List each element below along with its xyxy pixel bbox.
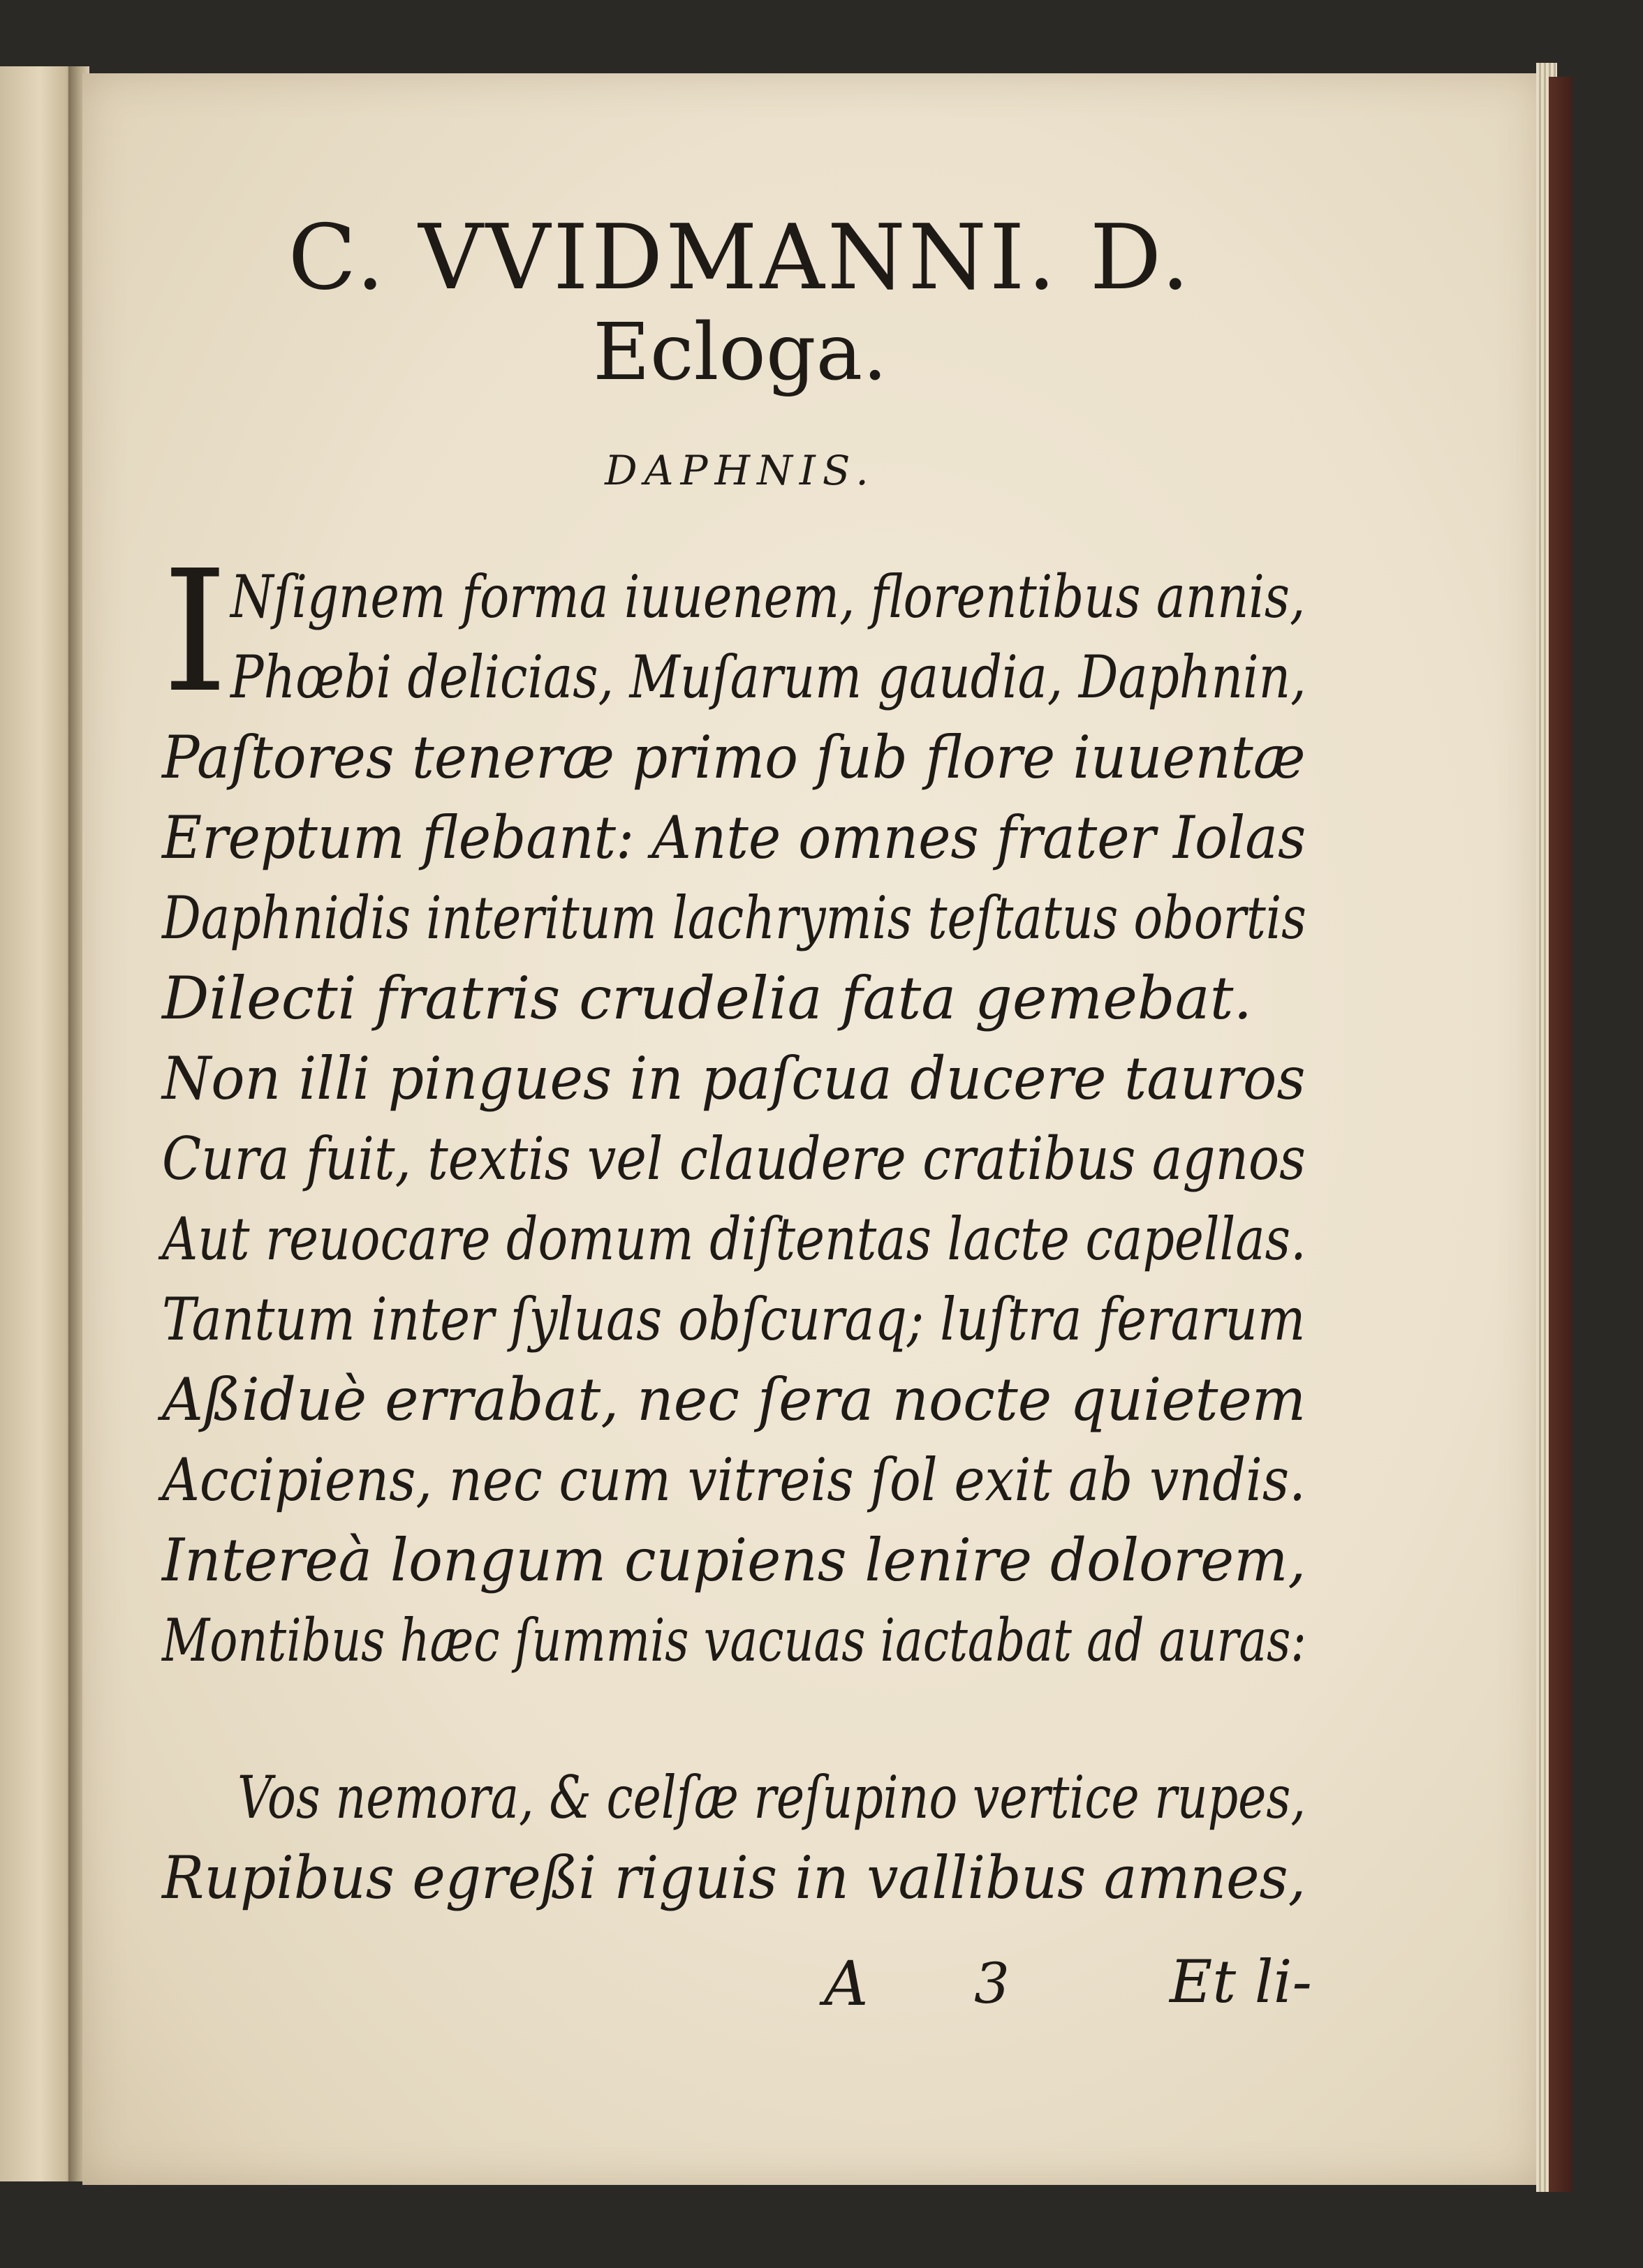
verse-line: Tantum inter ſyluas obſcuraq; luſtra ferarum — [162, 1285, 1306, 1354]
signature-number: 3 — [974, 1951, 1010, 2016]
book-cover-edge — [1549, 77, 1572, 2192]
verse-line: Nſignem forma iuuenem, florentibus annis, — [230, 563, 1306, 631]
verse-line: Non illi pingues in paſcua ducere tauros — [162, 1044, 1306, 1113]
verse-line: Vos nemora, & celſæ reſupino vertice rupes, — [237, 1763, 1306, 1832]
verse-line: Daphnidis interitum lachrymis teſtatus obortis — [162, 884, 1306, 952]
left-page-edge — [0, 66, 73, 2181]
verse-line: Intereà longum cupiens lenire dolorem, — [162, 1526, 1306, 1594]
verse-line: Aßiduè errabat, nec ſera nocte quietem — [162, 1365, 1306, 1434]
verse-line: Ereptum flebant: Ante omnes frater Iolas — [162, 803, 1306, 872]
page-subtitle: Ecloga. — [593, 307, 887, 398]
catchword: Et li- — [1170, 1948, 1312, 2016]
signature-mark: A — [824, 1948, 869, 2019]
verse-line: Rupibus egreßi riguis in vallibus amnes, — [162, 1844, 1306, 1912]
drop-cap: I — [162, 534, 228, 729]
verse-line: Paſtores teneræ primo ſub flore iuuentæ — [162, 723, 1306, 792]
verse-line: Aut reuocare domum diſtentas lacte capellas. — [162, 1205, 1306, 1273]
verse-line: Montibus hæc ſummis vacuas iactabat ad auras: — [162, 1606, 1306, 1675]
verse-line: Cura fuit, textis vel claudere cratibus agnos — [162, 1125, 1306, 1193]
page-title: C. VVIDMANNI. D. — [288, 206, 1193, 310]
verse-line: Dilecti fratris crudelia fata gemebat. — [162, 964, 1253, 1032]
verse-line: Accipiens, nec cum vitreis ſol exit ab vndis. — [162, 1446, 1306, 1514]
speaker-heading: DAPHNIS. — [605, 447, 876, 494]
verse-line: Phœbi delicias, Muſarum gaudia, Daphnin, — [230, 643, 1306, 711]
